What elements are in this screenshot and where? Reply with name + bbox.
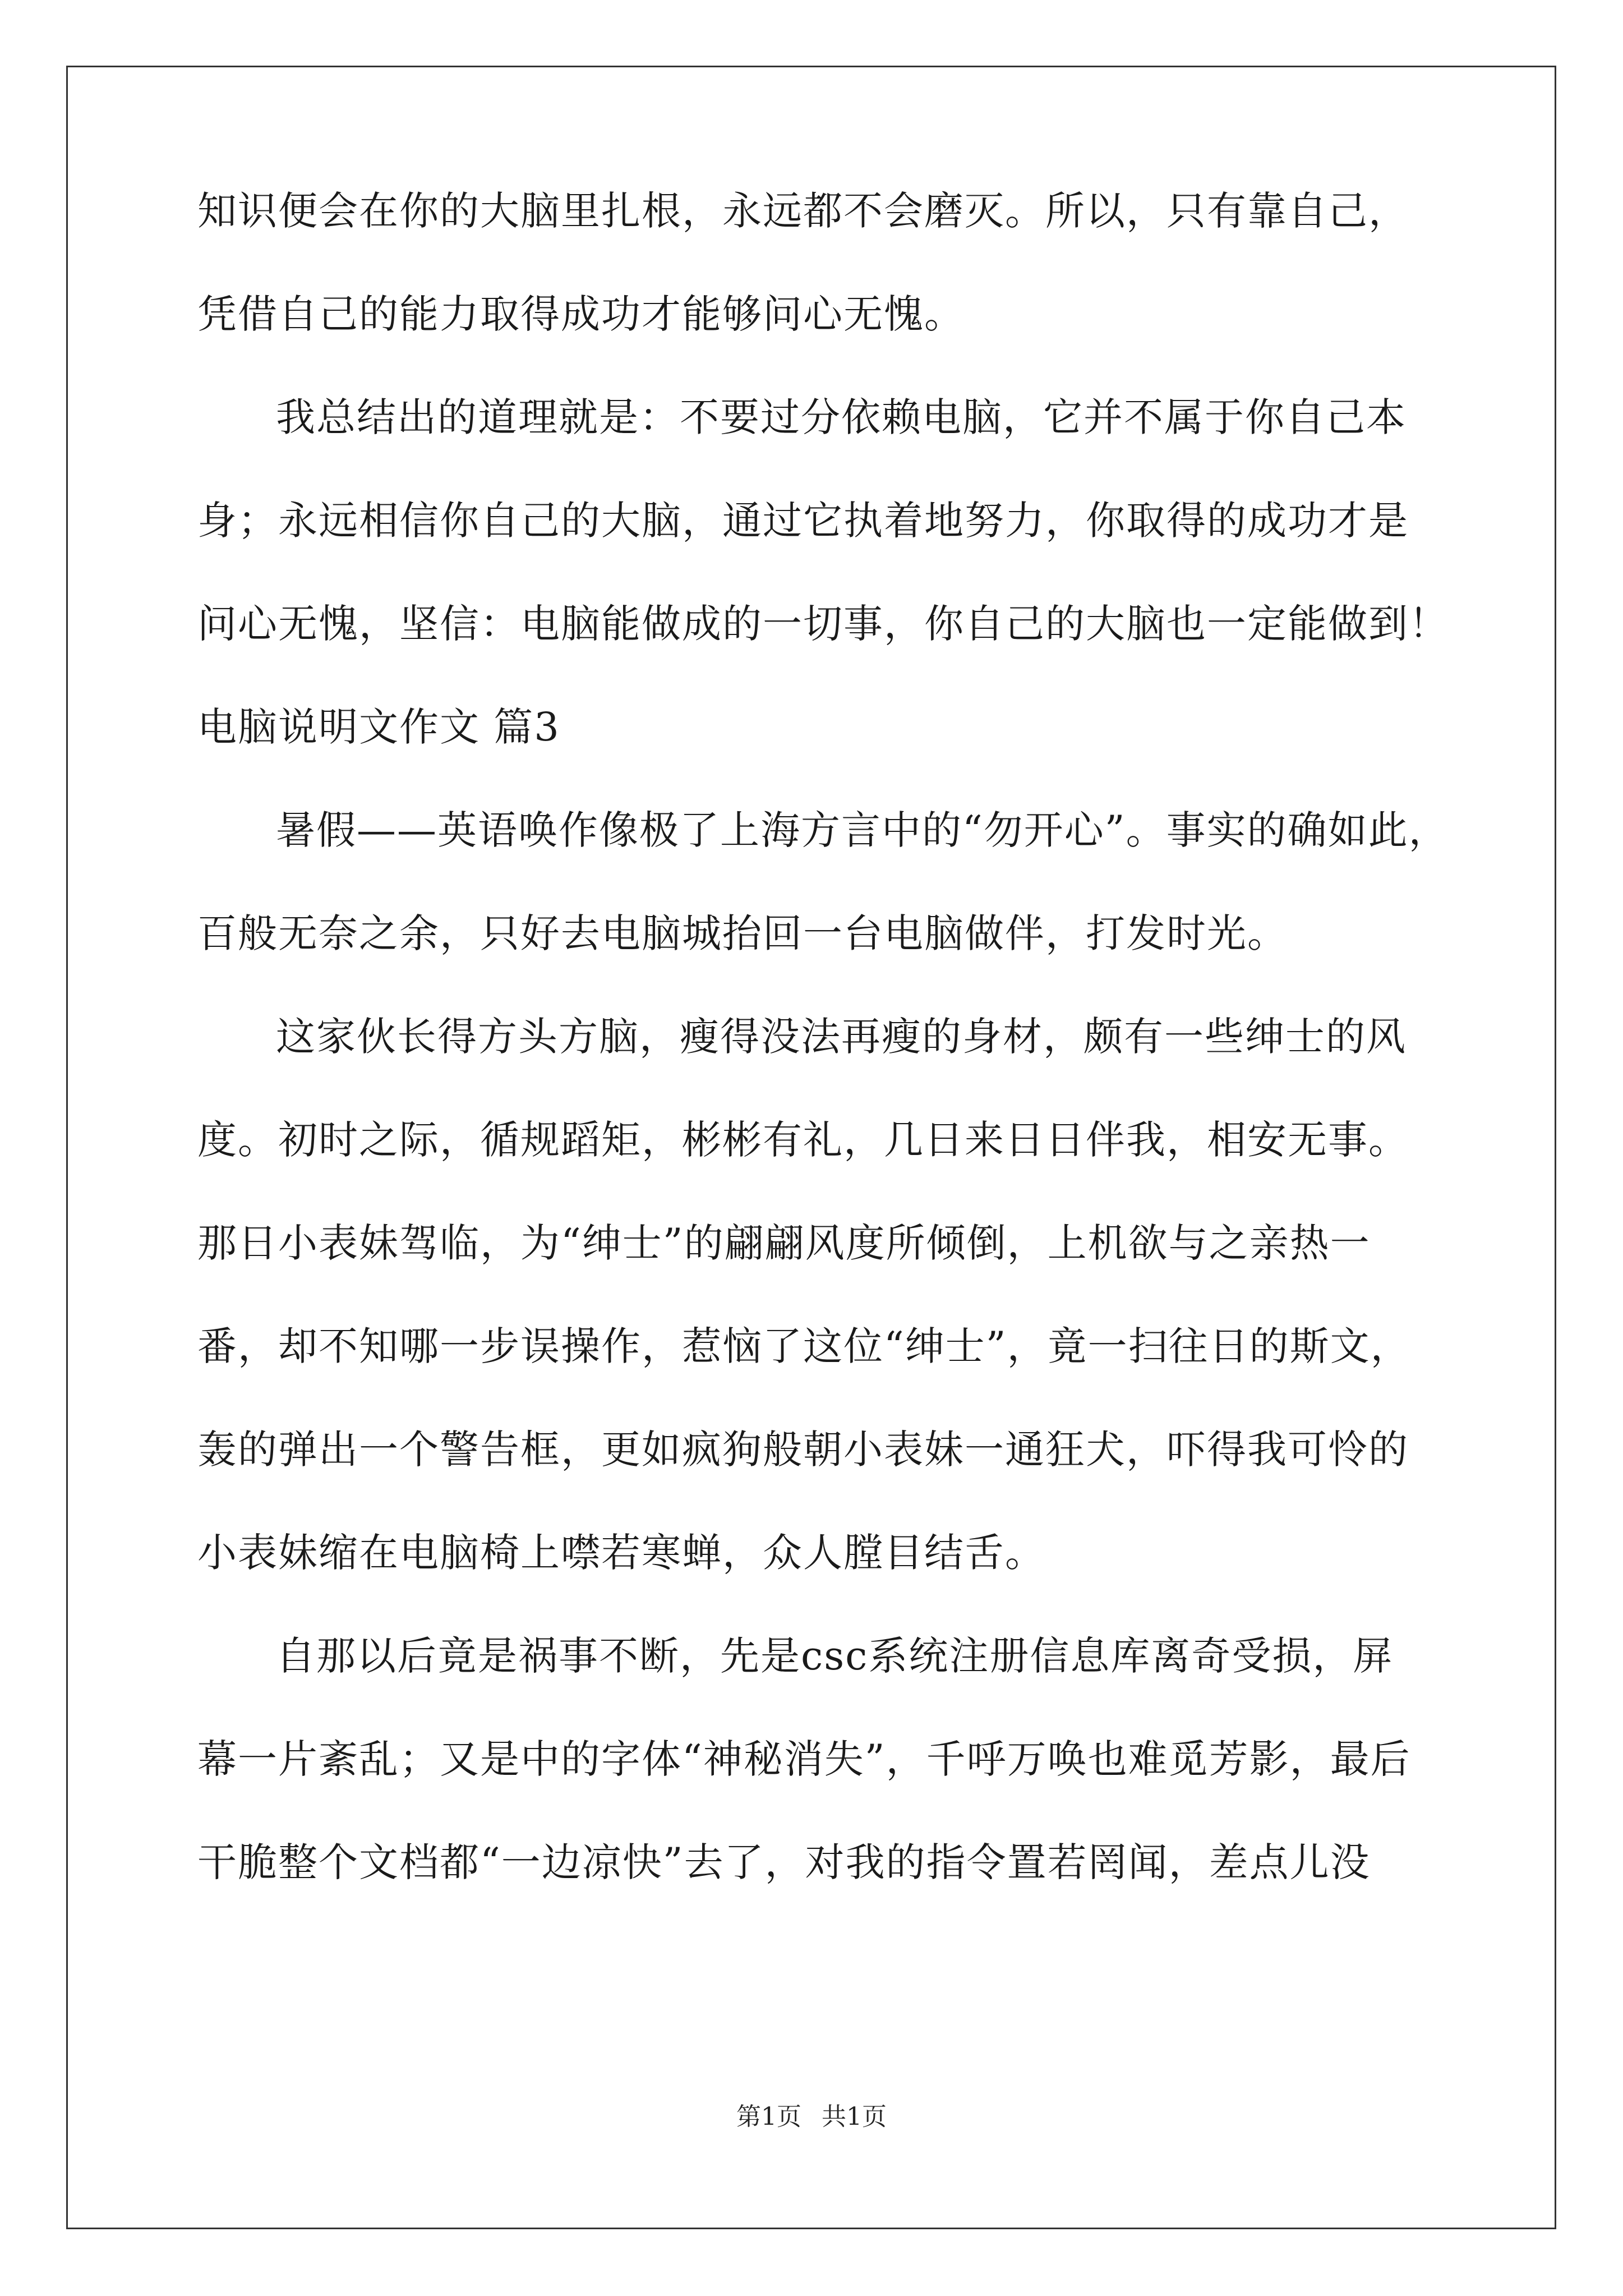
text-line: 小表妹缩在电脑椅上噤若寒蝉，众人膛目结舌。 [197,1530,1045,1576]
text-line: 问心无愧，坚信：电脑能做成的一切事，你自己的大脑也一定能做到！ [197,601,1449,647]
text-line: 百般无奈之余，只好去电脑城抬回一台电脑做伴，打发时光。 [197,910,1288,956]
page-footer [0,2101,1623,2133]
text-line: 干脆整个文档都“一边凉快”去了，对我的指令置若罔闻，差点儿没 [197,1839,1371,1885]
text-line: 幕一片紊乱；又是中的字体“神秘消失”，千呼万唤也难觅芳影，最后 [197,1736,1411,1782]
text-line: 番，却不知哪一步误操作，惹恼了这位“绅士”，竟一扫往日的斯文， [197,1323,1411,1369]
text-line: 身；永远相信你自己的大脑，通过它执着地努力，你取得的成功才是 [197,498,1409,544]
page-total: 共1页 [822,2102,887,2131]
text-line: 度。初时之际，循规蹈矩，彬彬有礼，几日来日日伴我，相安无事。 [197,1117,1409,1163]
text-line: 自那以后竟是祸事不断，先是csc系统注册信息库离奇受损，屏 [276,1633,1394,1679]
document-body [197,188,1454,1943]
text-line: 那日小表妹驾临，为“绅士”的翩翩风度所倾倒，上机欲与之亲热一 [197,1220,1371,1266]
section-heading: 电脑说明文作文 篇3 [197,704,560,750]
page-number: 第1页 [736,2102,801,2131]
text-line: 轰的弹出一个警告框，更如疯狗般朝小表妹一通狂犬，吓得我可怜的 [197,1427,1409,1473]
text-line: 知识便会在你的大脑里扎根，永远都不会磨灭。所以，只有靠自己， [197,188,1409,234]
text-line: 这家伙长得方头方脑，瘦得没法再瘦的身材，颇有一些绅士的风 [276,1014,1407,1060]
text-line: 我总结出的道理就是：不要过分依赖电脑，它并不属于你自己本 [276,394,1407,440]
text-line: 暑假——英语唤作像极了上海方言中的“勿开心”。事实的确如此， [276,807,1449,853]
text-line: 凭借自己的能力取得成功才能够问心无愧。 [197,291,965,337]
